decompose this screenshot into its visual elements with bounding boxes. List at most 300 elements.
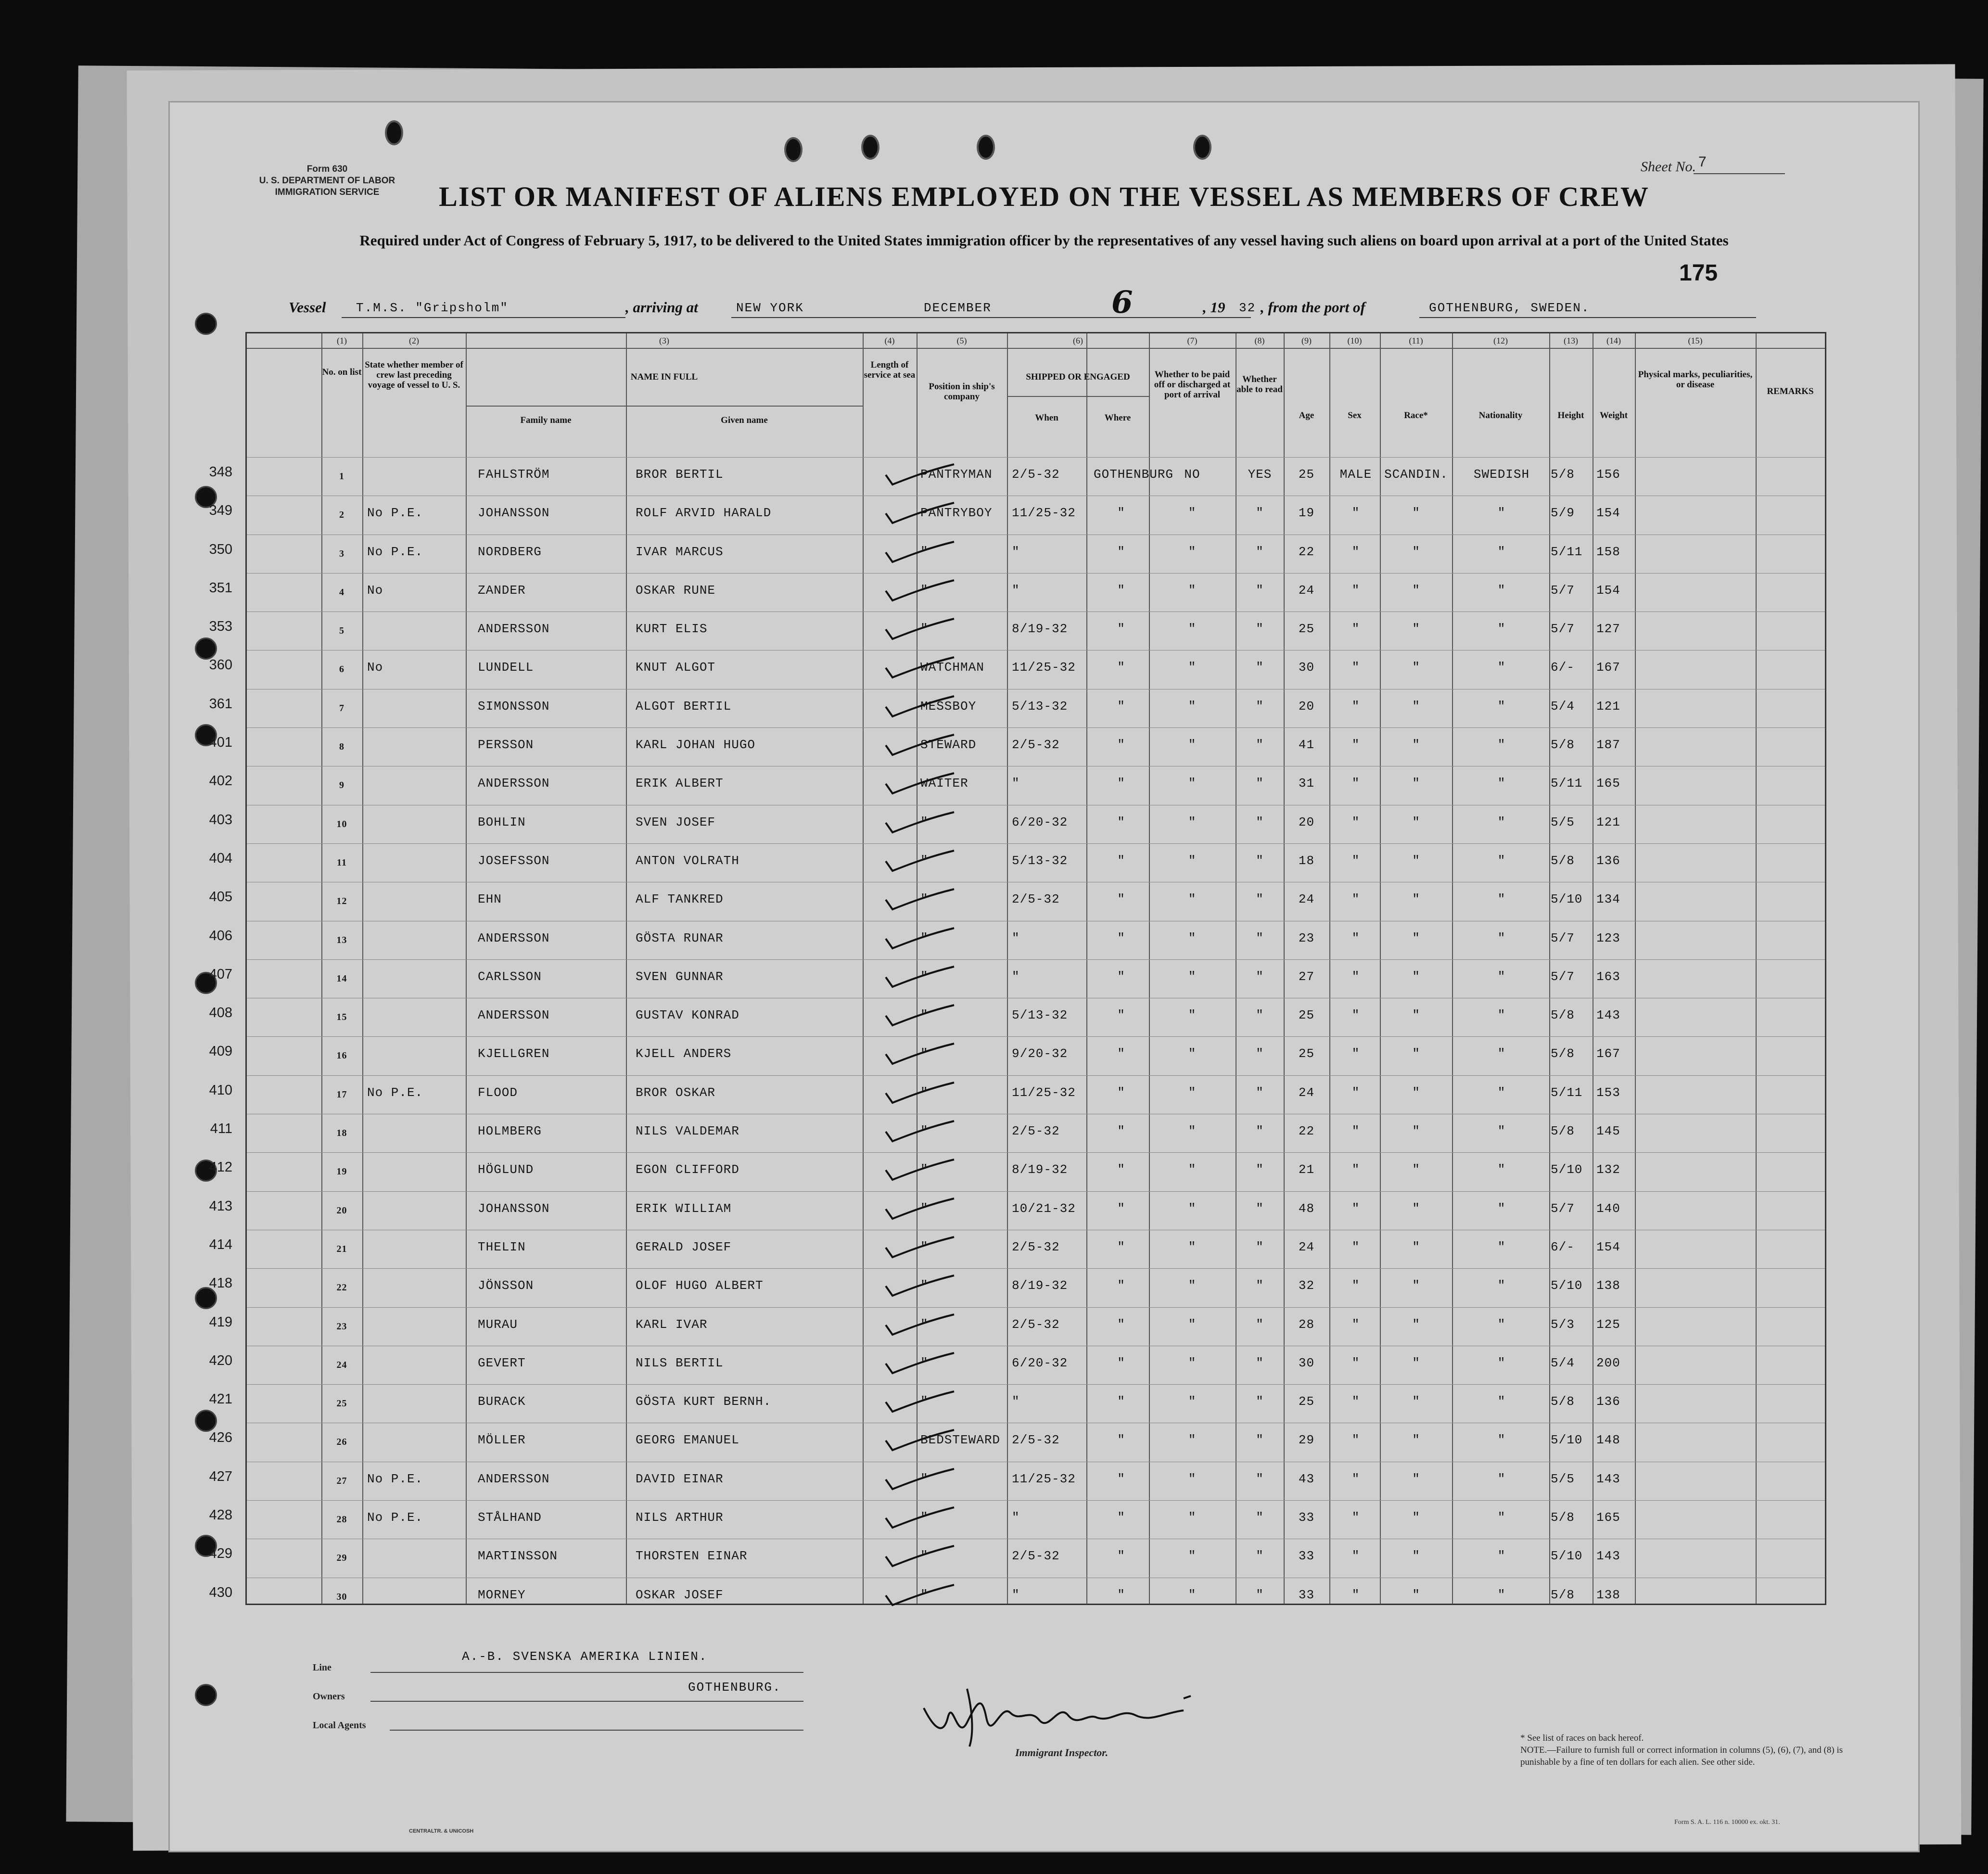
cell-height: 6/- [1551,660,1575,675]
header-weight: Weight [1599,410,1628,421]
cell-height: 5/9 [1551,506,1575,521]
cell-position: " [920,1394,929,1409]
sheet-underline [1694,173,1785,174]
cell-sex: " [1351,1587,1360,1602]
cell-age: 41 [1298,738,1315,752]
cell-position: " [920,1355,929,1370]
cell-age: 48 [1298,1201,1315,1216]
cell-weight: 134 [1596,892,1620,907]
cell-age: 30 [1298,1355,1315,1370]
arrival-port: NEW YORK [736,301,804,315]
cell-nationality: " [1497,1433,1506,1448]
cell-given: OSKAR RUNE [636,583,716,598]
cell-height: 5/10 [1551,1433,1583,1448]
cell-where: " [1117,1239,1125,1254]
cell-nationality: " [1497,506,1506,521]
cell-given: SVEN GUNNAR [636,969,724,984]
cell-paid: " [1188,699,1197,714]
cell-read: " [1256,853,1264,868]
cell-weight: 148 [1596,1433,1620,1448]
form-number: Form 630 [306,164,348,174]
column-number: (11) [1409,336,1423,345]
cell-read: " [1256,1124,1264,1139]
cell-race: " [1412,1046,1420,1061]
cell-weight: 136 [1596,853,1620,868]
service-check-mark [882,1040,959,1069]
crew-manifest-table [209,332,1826,1605]
owners-label: Owners [313,1691,345,1702]
cell-height: 5/10 [1551,1162,1583,1177]
cell-family: HÖGLUND [478,1162,534,1177]
row-sequence-number: 408 [209,1005,232,1021]
cell-position: " [920,622,929,637]
cell-no: 17 [336,1089,347,1100]
penalty-note: NOTE.—Failure to furnish full or correct information in columns (5), (6), (7), and (8) is punishable by a fine of ten dollars for each alien. See other side. [1520,1745,1843,1767]
cell-position: STEWARD [920,738,977,752]
cell-read: " [1256,931,1264,945]
cell-weight: 158 [1596,544,1620,559]
table-row [209,843,1825,882]
cell-age: 19 [1298,506,1315,521]
punch-hole [861,135,879,160]
cell-family: JOSEFSSON [478,853,550,868]
cell-position: WATCHMAN [920,660,984,675]
cell-age: 21 [1298,1162,1315,1177]
cell-age: 25 [1298,1008,1315,1023]
cell-read: " [1256,1433,1264,1448]
cell-no: 2 [339,510,344,521]
cell-nationality: " [1497,1278,1506,1293]
cell-race: " [1412,1008,1420,1023]
cell-sex: " [1351,699,1360,714]
service-check-mark [882,1388,959,1416]
cell-given: KURT ELIS [636,622,708,637]
page-title: LIST OR MANIFEST OF ALIENS EMPLOYED ON THE VESSEL AS MEMBERS OF CREW [439,181,1649,212]
cell-age: 24 [1298,1239,1315,1254]
line-label: Line [313,1662,331,1673]
cell-position: " [920,815,929,829]
cell-no: 26 [336,1437,347,1448]
cell-race: " [1412,853,1420,868]
cell-where: " [1117,931,1125,945]
cell-nationality: " [1497,699,1506,714]
cell-race: " [1412,815,1420,829]
cell-family: ANDERSSON [478,622,550,637]
table-row [209,1462,1825,1500]
cell-paid: " [1188,815,1197,829]
cell-weight: 143 [1596,1471,1620,1486]
cell-height: 5/8 [1551,467,1575,482]
cell-sex: " [1351,1085,1360,1100]
cell-height: 5/10 [1551,1278,1583,1293]
cell-race: " [1412,1549,1420,1564]
cell-paid: " [1188,1394,1197,1409]
cell-where: " [1117,892,1125,907]
row-sequence-number: 353 [209,619,232,635]
cell-nationality: SWEDISH [1473,467,1530,482]
cell-where: " [1117,660,1125,675]
service-check-mark [882,847,959,876]
row-sequence-number: 349 [209,503,232,519]
service-check-mark [882,692,959,721]
cell-given: ROLF ARVID HARALD [636,506,772,521]
cell-when: 11/25-32 [1012,506,1076,521]
header-race: Race* [1404,410,1428,421]
form-number-footer: Form S. A. L. 116 n. 10000 ex. okt. 31. [1674,1819,1780,1826]
cell-position: " [920,931,929,945]
cell-age: 23 [1298,931,1315,945]
column-number: (8) [1254,336,1265,345]
cell-paid: " [1188,853,1197,868]
service-check-mark [882,653,959,682]
cell-no: 16 [336,1050,347,1061]
cell-weight: 154 [1596,1239,1620,1254]
cell-height: 5/8 [1551,1587,1575,1602]
cell-state: No P.E. [367,1510,423,1525]
cell-where: " [1117,776,1125,791]
header-age: Age [1299,410,1314,421]
cell-given: OSKAR JOSEF [636,1587,724,1602]
cell-age: 33 [1298,1587,1315,1602]
service-check-mark [882,1465,959,1494]
cell-family: GEVERT [478,1355,526,1370]
header-where: Where [1104,413,1131,423]
table-row [209,882,1825,920]
cell-sex: " [1351,1008,1360,1023]
cell-age: 25 [1298,1046,1315,1061]
cell-age: 25 [1298,622,1315,637]
cell-given: ERIK ALBERT [636,776,724,791]
cell-nationality: " [1497,544,1506,559]
cell-read: " [1256,1239,1264,1254]
service-check-mark [882,769,959,798]
cell-height: 5/4 [1551,1355,1575,1370]
cell-where: " [1117,1587,1125,1602]
cell-read: " [1256,1355,1264,1370]
cell-where: " [1117,1085,1125,1100]
column-number: (15) [1688,336,1703,345]
cell-where: " [1117,853,1125,868]
header-when: When [1035,413,1058,423]
cell-weight: 132 [1596,1162,1620,1177]
cell-height: 5/3 [1551,1317,1575,1332]
cell-paid: " [1188,1124,1197,1139]
cell-when: " [1012,969,1020,984]
line-underline [370,1672,803,1673]
cell-given: GÖSTA KURT BERNH. [636,1394,772,1409]
cell-family: MARTINSSON [478,1549,558,1564]
cell-weight: 143 [1596,1549,1620,1564]
cell-where: " [1117,1162,1125,1177]
service-check-mark [882,1311,959,1339]
cell-height: 5/7 [1551,1201,1575,1216]
header-able-read: Whether able to read [1236,374,1283,395]
cell-race: " [1412,622,1420,637]
cell-height: 5/8 [1551,738,1575,752]
arrival-day: 6 [1111,284,1133,320]
cell-age: 28 [1298,1317,1315,1332]
cell-nationality: " [1497,815,1506,829]
column-number: (10) [1347,336,1362,345]
from-underline [1419,317,1756,318]
cell-when: 5/13-32 [1012,1008,1068,1023]
cell-race: " [1412,1162,1420,1177]
cell-height: 5/7 [1551,969,1575,984]
arrival-year: 32 [1239,301,1256,315]
table-row [209,535,1825,573]
cell-sex: " [1351,506,1360,521]
cell-weight: 167 [1596,660,1620,675]
cell-given: NILS BERTIL [636,1355,724,1370]
cell-race: " [1412,1085,1420,1100]
cell-read: " [1256,776,1264,791]
service-check-mark [882,576,959,605]
cell-weight: 127 [1596,622,1620,637]
table-row [209,1346,1825,1384]
cell-height: 6/- [1551,1239,1575,1254]
row-sequence-number: 430 [209,1584,232,1600]
cell-height: 5/7 [1551,583,1575,598]
agents-label: Local Agents [313,1720,366,1731]
cell-height: 5/8 [1551,1046,1575,1061]
cell-weight: 165 [1596,776,1620,791]
cell-read: " [1256,1278,1264,1293]
cell-sex: " [1351,1278,1360,1293]
cell-weight: 138 [1596,1587,1620,1602]
row-sequence-number: 411 [210,1121,232,1137]
cell-position: " [920,892,929,907]
cell-given: GEORG EMANUEL [636,1433,739,1448]
cell-sex: " [1351,1355,1360,1370]
cell-family: HOLMBERG [478,1124,542,1139]
cell-given: ERIK WILLIAM [636,1201,732,1216]
cell-when: " [1012,931,1020,945]
cell-race: " [1412,1317,1420,1332]
cell-when: 5/13-32 [1012,853,1068,868]
cell-read: " [1256,699,1264,714]
row-sequence-number: 348 [209,464,232,480]
cell-where: " [1117,1317,1125,1332]
cell-sex: " [1351,1201,1360,1216]
cell-paid: " [1188,506,1197,521]
row-sequence-number: 420 [209,1352,232,1368]
cell-paid: " [1188,1471,1197,1486]
service-check-mark [882,538,959,567]
column-number: (13) [1564,336,1578,345]
cell-height: 5/5 [1551,1471,1575,1486]
cell-weight: 121 [1596,699,1620,714]
cell-no: 19 [336,1166,347,1177]
table-row [209,457,1825,496]
cell-read: " [1256,892,1264,907]
cell-age: 31 [1298,776,1315,791]
table-row [209,1384,1825,1423]
cell-race: " [1412,1355,1420,1370]
cell-sex: " [1351,1433,1360,1448]
row-sequence-number: 412 [209,1160,232,1175]
cell-position: " [920,1008,929,1023]
cell-where: " [1117,1124,1125,1139]
cell-where: " [1117,1394,1125,1409]
cell-family: PERSSON [478,738,534,752]
table-row [209,1152,1825,1191]
row-sequence-number: 429 [209,1546,232,1562]
cell-race: " [1412,1510,1420,1525]
cell-when: 8/19-32 [1012,1162,1068,1177]
cell-weight: 187 [1596,738,1620,752]
cell-when: 2/5-32 [1012,1549,1060,1564]
vessel-info [289,284,1780,320]
cell-read: " [1256,1317,1264,1332]
cell-age: 24 [1298,1085,1315,1100]
column-number: (6) [1073,336,1083,345]
cell-race: " [1412,892,1420,907]
cell-family: MORNEY [478,1587,526,1602]
cell-read: " [1256,1549,1264,1564]
table-row [209,1036,1825,1075]
cell-where: " [1117,969,1125,984]
cell-weight: 145 [1596,1124,1620,1139]
cell-position: " [920,1239,929,1254]
cell-when: " [1012,1587,1020,1602]
column-number: (3) [659,336,669,345]
table-row [209,766,1825,804]
cell-family: LUNDELL [478,660,534,675]
cell-paid: " [1188,622,1197,637]
cell-paid: " [1188,1549,1197,1564]
cell-no: 8 [339,741,344,752]
cell-age: 27 [1298,969,1315,984]
header-paid-off: Whether to be paid off or discharged at port of arrival [1154,370,1231,400]
cell-height: 5/10 [1551,892,1583,907]
cell-read: " [1256,1510,1264,1525]
cell-race: " [1412,969,1420,984]
cell-no: 25 [336,1398,347,1409]
cell-given: KARL IVAR [636,1317,708,1332]
cell-nationality: " [1497,892,1506,907]
header-state-whether: State whether member of crew last preceding voyage of vessel to U. S. [365,360,463,390]
cell-weight: 136 [1596,1394,1620,1409]
table-row [209,650,1825,688]
row-sequence-number: 360 [209,657,232,673]
arrival-month: DECEMBER [924,301,992,315]
cell-weight: 140 [1596,1201,1620,1216]
cell-height: 5/8 [1551,1008,1575,1023]
cell-given: ANTON VOLRATH [636,853,739,868]
cell-race: " [1412,1394,1420,1409]
cell-no: 15 [336,1012,347,1023]
cell-weight: 154 [1596,506,1620,521]
cell-when: 6/20-32 [1012,815,1068,829]
row-sequence-number: 409 [209,1044,232,1059]
header-rule [1007,396,1149,397]
cell-read: " [1256,738,1264,752]
service-check-mark [882,963,959,992]
cell-no: 6 [339,664,344,675]
cell-race: " [1412,931,1420,945]
cell-height: 5/4 [1551,699,1575,714]
header-physical-marks: Physical marks, peculiarities, or disease [1638,370,1753,390]
cell-nationality: " [1497,1587,1506,1602]
column-number: (2) [409,336,419,345]
cell-sex: " [1351,815,1360,829]
cell-position: " [920,969,929,984]
cell-age: 32 [1298,1278,1315,1293]
cell-when: " [1012,583,1020,598]
cell-family: ANDERSSON [478,1471,550,1486]
cell-no: 21 [336,1243,347,1254]
cell-weight: 163 [1596,969,1620,984]
cell-family: FAHLSTRÖM [478,467,550,482]
agents-underline [390,1730,803,1731]
cell-nationality: " [1497,1355,1506,1370]
cell-when: 2/5-32 [1012,738,1060,752]
header-rule [466,406,863,407]
cell-family: JÖNSSON [478,1278,534,1293]
cell-paid: " [1188,1587,1197,1602]
cell-family: BOHLIN [478,815,526,829]
cell-read: " [1256,583,1264,598]
cell-paid: " [1188,1201,1197,1216]
cell-when: 10/21-32 [1012,1201,1076,1216]
cell-paid: " [1188,544,1197,559]
table-row [209,1539,1825,1577]
row-sequence-number: 402 [209,773,232,789]
column-number: (5) [956,336,967,345]
service-check-mark [882,1581,959,1610]
row-sequence-number: 350 [209,541,232,557]
inspector-label: Immigrant Inspector. [1015,1747,1109,1759]
cell-family: ANDERSSON [478,776,550,791]
cell-race: " [1412,1278,1420,1293]
row-sequence-number: 419 [209,1314,232,1330]
cell-position: " [920,1587,929,1602]
cell-age: 43 [1298,1471,1315,1486]
cell-height: 5/5 [1551,815,1575,829]
cell-nationality: " [1497,1549,1506,1564]
service-check-mark [882,1504,959,1532]
cell-when: 11/25-32 [1012,660,1076,675]
cell-when: 2/5-32 [1012,892,1060,907]
row-sequence-number: 351 [209,580,232,596]
cell-sex: " [1351,1239,1360,1254]
cell-paid: " [1188,892,1197,907]
cell-nationality: " [1497,931,1506,945]
cell-when: 8/19-32 [1012,622,1068,637]
table-row [209,1191,1825,1230]
cell-position: " [920,853,929,868]
cell-weight: 154 [1596,583,1620,598]
cell-paid: " [1188,583,1197,598]
races-note: * See list of races on back hereof. [1520,1733,1644,1743]
cell-read: " [1256,1471,1264,1486]
cell-where: " [1117,1008,1125,1023]
cell-age: 22 [1298,544,1315,559]
cell-position: " [920,1162,929,1177]
cell-read: " [1256,544,1264,559]
service-check-mark [882,460,959,489]
departure-port: GOTHENBURG, SWEDEN. [1429,301,1590,315]
cell-given: IVAR MARCUS [636,544,724,559]
service-check-mark [882,731,959,760]
cell-state: No P.E. [367,1085,423,1100]
service-check-mark [882,1542,959,1571]
cell-where: " [1117,506,1125,521]
cell-read: " [1256,1201,1264,1216]
cell-where: " [1117,1549,1125,1564]
punch-hole [385,120,403,145]
cell-sex: " [1351,1317,1360,1332]
